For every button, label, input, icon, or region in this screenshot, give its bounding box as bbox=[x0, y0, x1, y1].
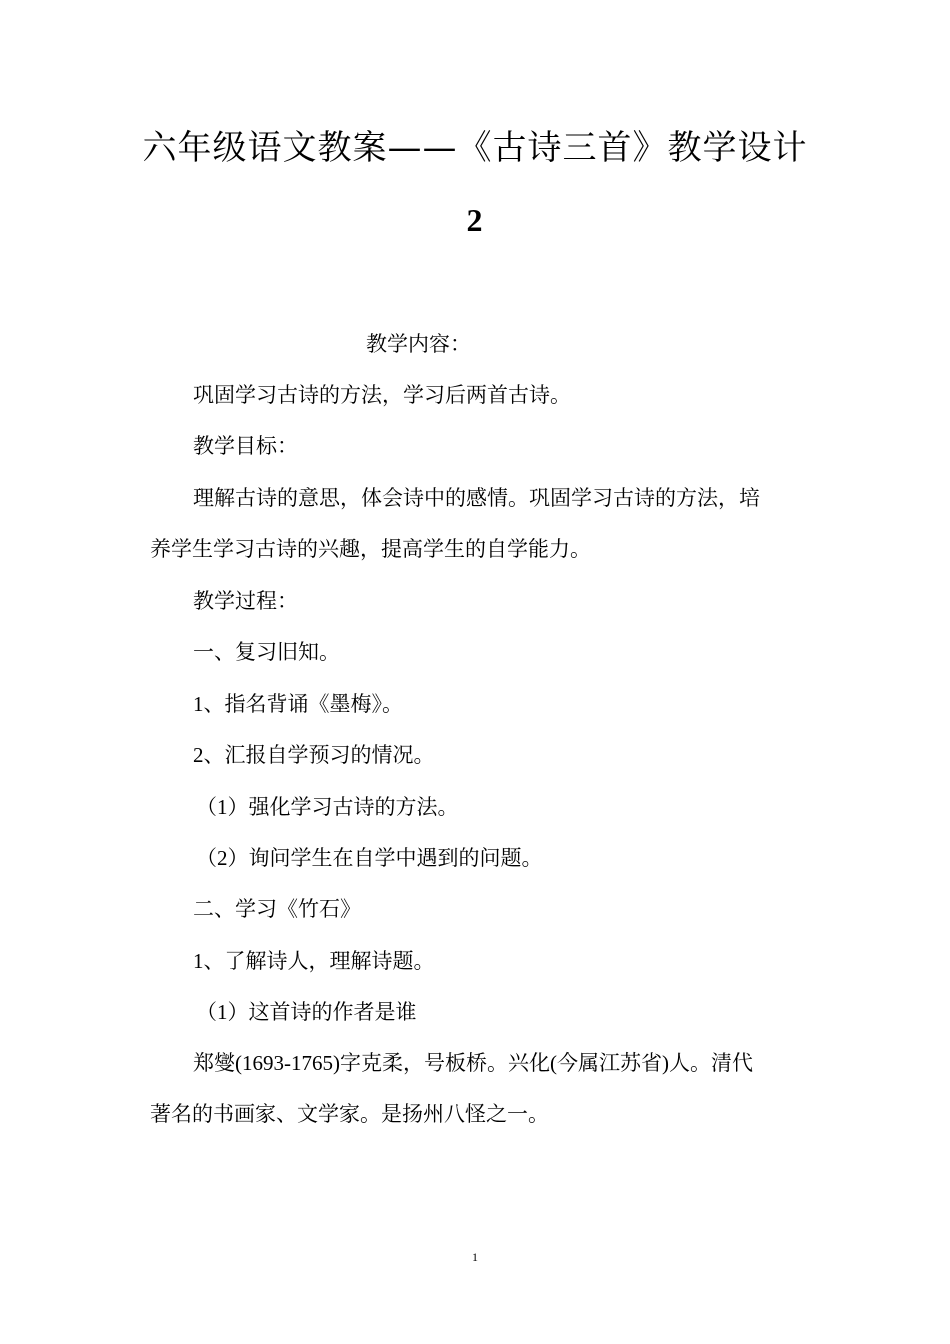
list-item: （2）询问学生在自学中遇到的问题。 bbox=[196, 846, 543, 870]
paragraph-line: 理解古诗的意思，体会诗中的感情。巩固学习古诗的方法，培 bbox=[193, 486, 760, 510]
section-heading-content: 教学内容： bbox=[366, 332, 471, 356]
page-number: 1 bbox=[472, 1250, 478, 1264]
document-title-number: 2 bbox=[466, 202, 484, 238]
list-item: 1、了解诗人，理解诗题。 bbox=[193, 949, 435, 973]
list-item: 1、指名背诵《墨梅》。 bbox=[193, 692, 403, 716]
list-item: 2、汇报自学预习的情况。 bbox=[193, 743, 435, 767]
list-item: 一、复习旧知。 bbox=[193, 640, 340, 664]
list-item: （1）这首诗的作者是谁 bbox=[196, 1000, 417, 1024]
document-title: 六年级语文教案——《古诗三首》教学设计 bbox=[142, 128, 808, 168]
list-item: 二、学习《竹石》 bbox=[193, 897, 361, 921]
paragraph-line: 巩固学习古诗的方法，学习后两首古诗。 bbox=[193, 383, 571, 407]
list-item: （1）强化学习古诗的方法。 bbox=[196, 795, 459, 819]
paragraph-line: 郑燮(1693-1765)字克柔，号板桥。兴化(今属江苏省)人。清代 bbox=[193, 1051, 753, 1075]
paragraph-line: 养学生学习古诗的兴趣，提高学生的自学能力。 bbox=[150, 537, 591, 561]
section-heading-process: 教学过程： bbox=[193, 589, 298, 613]
section-heading-goals: 教学目标： bbox=[193, 434, 298, 458]
paragraph-line: 著名的书画家、文学家。是扬州八怪之一。 bbox=[150, 1102, 549, 1126]
